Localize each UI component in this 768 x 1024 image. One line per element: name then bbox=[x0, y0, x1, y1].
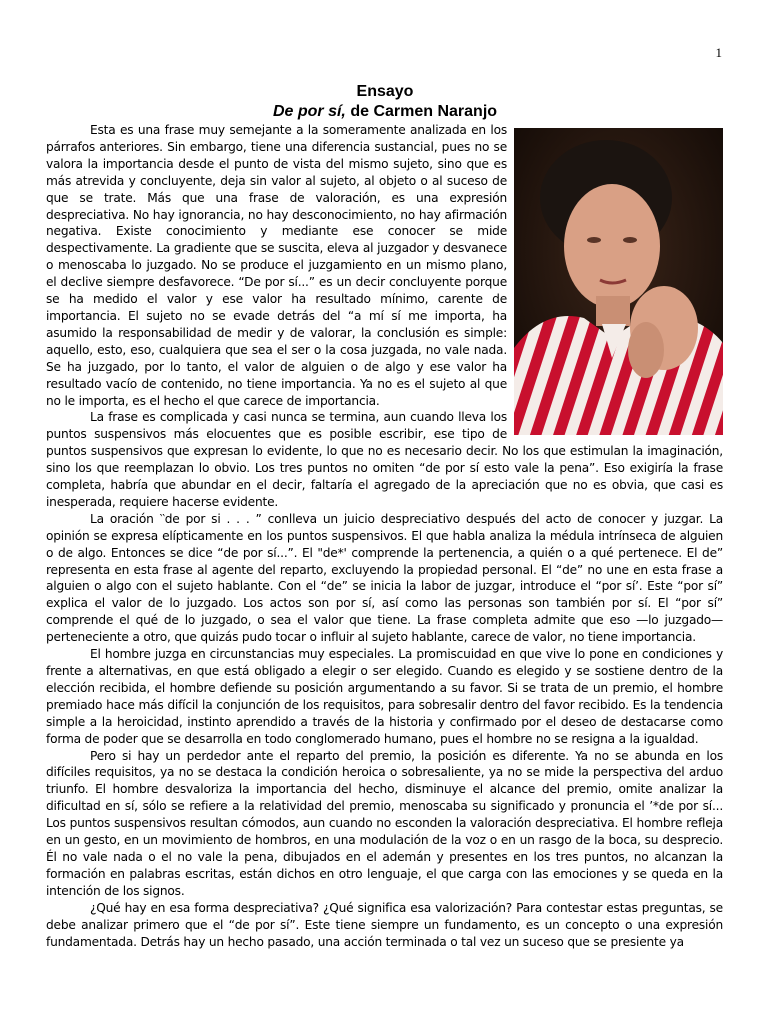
paragraph-1: Esta es una frase muy semejante a la someramente analizada en los párrafos anteriores. Sin embargo, tiene una diferencia sustancial, pues no se valora la importancia desde el punto de vista del mismo sujeto, sino que es más atrevida y concluyente, deja sin valor al sujeto, al objeto o al suceso de que se trate. Más que una frase de valoración, es una expresión despreciativa. No hay ignorancia, no hay desconocimiento, no hay afirmación negativa. Existe conocimiento y mediante ese conocer se mide despectivamente. La gradiente que se suscita, eleva al juzgador y desvanece o menoscaba lo juzgado. No se produce el juzgamiento en un mismo plano, el declive siempre desfavorece. “De por sí...” es un decir concluyente porque se ha medido el valor y ese valor ha resultado mínimo, carente de importancia. El sujeto no se evade detrás del “a mí sí me importa, ha asumido la responsabilidad de medir y de valorar, la conclusión es simple: aquello, esto, eso, cualquiera que sea el ser o la cosa juzgada, no vale nada. Se ha juzgado, por lo tanto, el valor de alguien o de algo y ese valor ha resultado vacío de contenido, no tiene importancia. Ya no es el sujeto al que no le importa, es el hecho el que carece de importancia. bbox=[46, 123, 507, 408]
essay-body bbox=[46, 122, 723, 950]
paragraph-4: El hombre juzga en circunstancias muy especiales. La promiscuidad en que vive lo pone en condiciones y frente a alternativas, en que está obligado a elegir o ser elegido. Cuando es elegido y se sostiene dentro de la elección recibida, el hombre defiende su posición argumentando a su favor. Si se trata de un premio, el hombre premiado hace más difícil la conjunción de los requisitos, para sobresalir dentro del favor recibido. Es la tendencia simple a la heroicidad, instinto aprendido a través de la historia y confirmado por el deseo de destacarse como forma de poder que se desarrolla en todo conglomerado humano, pues el hombre no se resigna a la igualdad. bbox=[46, 647, 723, 746]
title-author: de Carmen Naranjo bbox=[345, 103, 498, 120]
title-line-2 bbox=[260, 102, 510, 122]
paragraph-2: La frase es complicada y casi nunca se termina, aun cuando lleva los puntos suspensivos más elocuentes que es posible escribir, ese tipo de puntos suspensivos que expresan lo evidente, lo que no es necesario decir. No los que estimulan la imaginación, sino los que reemplazan lo obvio. Los tres puntos no omiten “de por sí esto vale la pena”. Eso exigiría la frase completa, habría que abundar en el decir, faltaría el agregado de la apreciación que no es obvia, que casi es inesperada, requiere hacerse evidente. bbox=[46, 410, 723, 509]
paragraph-3: La oración ‵‵de por si . . . ” conlleva un juicio despreciativo después del acto de conocer y juzgar. La opinión se expresa elípticamente en los puntos suspensivos. El que habla analiza la médula intrínseca de alguien o de algo. Entonces se dice “de por sí...”. El "de*' comprende la pertenencia, a quién o a qué pertenece. El de” representa en esta frase al agente del reparto, excluyendo la propiedad personal. El “de” no une en esta frase a alguien o algo con el sujeto hablante. Con el “de” se inicia la labor de juzgar, introduce el “por sí’. Este “por sí” explica el valor de lo juzgado. Los actos son por sí, así como las personas son también por sí. El “por sí” comprende el qué de lo juzgado, o sea el valor que tiene. La frase completa admite que eso —lo juzgado— perteneciente a otro, que quizás pudo tocar o influir al sujeto hablante, carece de valor, no tiene importancia. bbox=[46, 511, 723, 645]
essay-title bbox=[260, 82, 510, 122]
page-number: 1 bbox=[715, 45, 722, 60]
photo-spacer bbox=[507, 122, 723, 434]
title-work-name: De por sí, bbox=[272, 103, 346, 120]
title-line-1: Ensayo bbox=[356, 83, 414, 100]
paragraph-5: Pero si hay un perdedor ante el reparto del premio, la posición es diferente. Ya no se abunda en los difíciles requisitos, ya no se destaca la condición heroica o sobresaliente, ya no se mide la perspectiva del arduo triunfo. El hombre desvaloriza la importancia del hecho, disminuye el alcance del premio, omite analizar la dificultad en sí, sólo se refiere a la relatividad del premio, menoscaba su significado y pronuncia el ’*de por sí... Los puntos suspensivos resultan cómodos, aun cuando no esconden la valoración despreciativa. El hombre refleja en un gesto, en un movimiento de hombros, en una modulación de la voz o en un rasgo de la boca, su desprecio. Él no vale nada o el no vale la pena, dibujados en el ademán y presentes en los tres puntos, no alcanzan la formación en palabras escritas, están dichos en otro lenguaje, el que carga con las emociones y se queda en la intención de los signos. bbox=[46, 748, 723, 898]
paragraph-6: ¿Qué hay en esa forma despreciativa? ¿Qué significa esa valorización? Para contestar estas preguntas, se debe analizar primero que el “de por sí”. Este tiene siempre un fundamento, es un concepto o una expresión fundamentada. Detrás hay un hecho pasado, una acción terminada o tal vez un suceso que se presiente ya bbox=[46, 900, 723, 949]
